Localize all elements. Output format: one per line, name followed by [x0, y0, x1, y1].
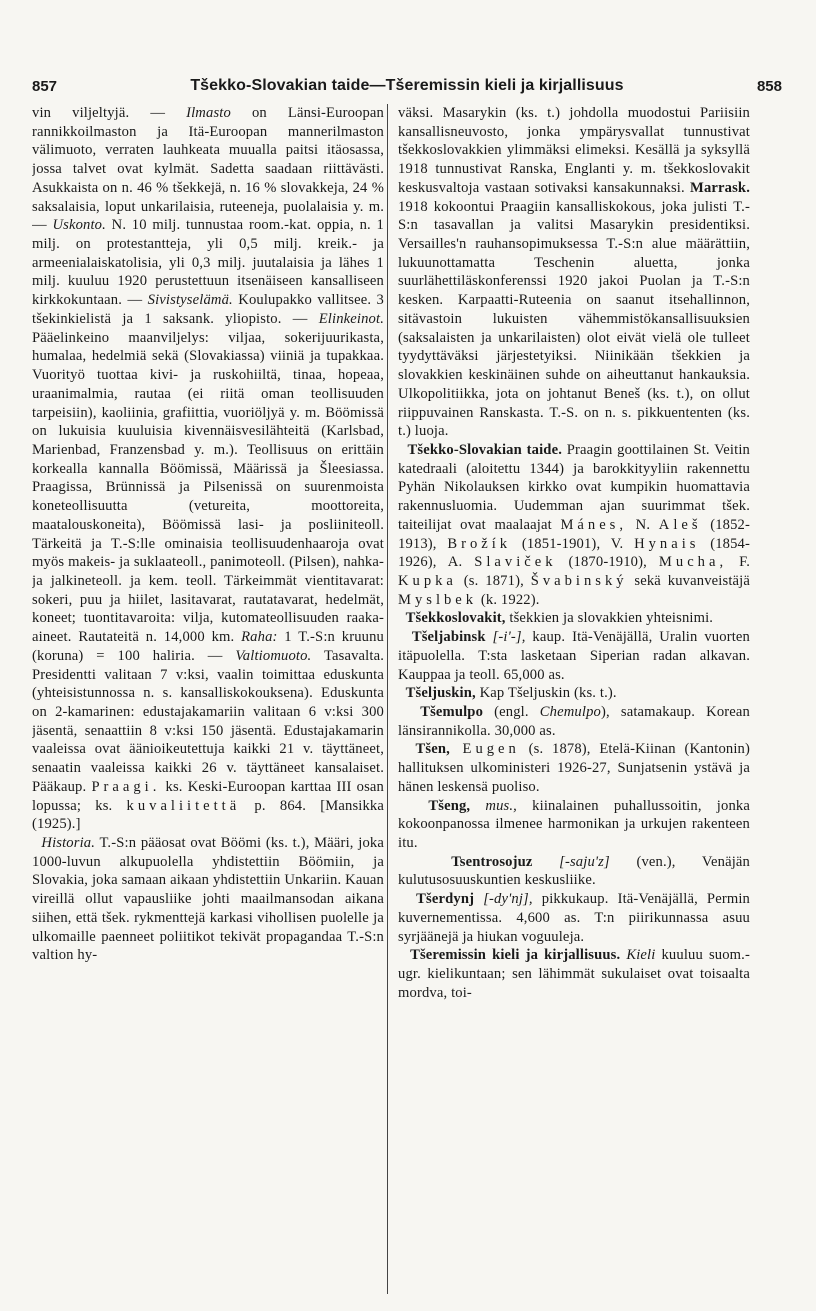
entry-tseremissin-kieli: [398, 946, 750, 1002]
running-header: [32, 74, 782, 98]
pronunciation: [-i'-],: [485, 629, 526, 646]
text-run: kiinalainen puhallussoitin, jonka kokoonpanossa ilmenee harmonikan ja urkujen rakenteen itu.: [398, 797, 750, 852]
text-run: Tasavalta. Presidentti valitaan 7 v:ksi, vaalin toimittaa eduskunta (yhteisistunnossa n. s. kansalliskokouksena). Eduskunta on 2-kamarinen: edustajakamariin valitaan 6 v:ksi 300 jäsentä, senaattiin 8 v:ksi 150 jäsentä. Edustajakamarin vaaleissa ovat äänioikeutettuja kaikki 21 v. täyttäneet, senaatin vaaleissa kaikki 26 v. täyttäneet kansalaiset. Pääkaup.: [32, 647, 384, 795]
column-divider: [387, 104, 388, 1294]
entry-tsentrosojuz: [398, 853, 750, 890]
history-continuation: [398, 104, 750, 441]
text-run: (ven.), Venäjän kulutusosuuskuntien keskusliike.: [398, 853, 750, 889]
text-run: vin viljeltyjä. —: [32, 105, 187, 121]
entry-headword: Tšekkoslovakit,: [405, 610, 506, 627]
artist-name: Mánes,: [560, 516, 627, 533]
section-label-valtiomuoto: Valtiomuoto.: [235, 647, 312, 664]
artist-name: Myslbek: [398, 591, 478, 608]
text-run: 1918 kokoontui Praagiin kansalliskokous, joka julisti T.-S:n tasavallan ja valitsi Masarykin presidentiksi. Versailles'n rauhansopimuksessa T.-S:n alue määrättiin, lukuunottamatta Teschenin aluetta, jonka suurlähettiläskonferenssi 1920 jakoi Puolan ja T.-S:n kesken. Karpaatti-Ruteenia on saanut itsehallinnon, sitävastoin lukuisten vähemmistökansallisuuksien (saksalaisten ja unkarilaisten) olot eivät vielä ole tulleet tyydyttäväksi järjestetyiksi. Niinikään tšekkien ja slovakkien keskinäinen suhde on aiheuttanut hankauksia. Ulkopolitiikka, jota on johtanut Beneš (ks. t.), on ollut riippuvainen Ranskasta. T.-S. on n. s. pikkuententen (ks. t.) luoja.: [398, 198, 750, 440]
entry-headword: Tšen,: [415, 741, 450, 758]
spaced-term-praagi: Praagi.: [91, 778, 161, 795]
artist-name: Kupka: [398, 572, 457, 589]
section-label-ilmasto: Ilmasto: [186, 105, 231, 121]
entry-tseng: [398, 797, 750, 853]
text-run: Praagin goottilainen St. Veitin katedraali (aloitettu 1344) ja barokkityyliin rakennettu Pyhän Nikolauksen kirkko ovat kumpikin huomattavia rakennusluomia. Uudemman ajan suurimmat tšek. taiteilijat ovat maalaajat: [398, 441, 750, 533]
geography-paragraph: [32, 104, 384, 834]
entry-tsekkoslovakit: [398, 609, 750, 628]
artist-name: Brožík: [447, 535, 512, 552]
text-run: pikkukaup. Itä-Venäjällä, Permin kuvernementissa. 4,600 as. T:n piirikunnassa asuu syrjäänejä ja hiukan voguuleja.: [398, 891, 750, 945]
text-run: Pääelinkeino maanviljelys: viljaa, sokerijuurikasta, humalaa, hedelmiä sekä (Slovakiassa) viiniä ja tupakkaa. Vuorityö tuottaa kivi- ja ruskohiiltä, tinaa, hopeaa, uraanimalmia, rautaa (ei riitä oman teollisuuden tarpeisiin), kaoliinia, grafiittia, vuoriöljyä y. m. Böömissä on lukuisia kuuluisia kivennäisvesilähteitä (Karlsbad, Marienbad, Franzensbad y. m.). Teollisuus on erittäin korkealla kannalla Böömissä, Määrissä ja Šleesiassa. Praagissa, Brünnissä ja Pilsenissä on suurenmoista koneteollisuutta (vetureita, moottoreita, maatalouskoneita), Böömissä lasi- ja posliiniteoll. Tärkeitä ja T.-S:lle ominaisia teollisuudenhaaroja ovat myös makeis- ja suklaateoll., panimoteoll. (Pilsen), nahka- ja jalkineteoll. ja kem. teoll. Tärkeimmät vientitavarat: sokeri, puu ja hiilet, lasitavarat, rautatavarat, hedelmät, koneet; tuontitavaroita: vilja, kutomateollisuuden raaka-aineet. Rautateitä n. 14,000 km.: [32, 329, 384, 646]
entry-headword: Tšemulpo: [420, 704, 484, 720]
text-run: (1851-1901), V.: [511, 535, 635, 552]
bold-term-marrask: Marrask.: [690, 179, 750, 196]
italic-term: Chemulpo: [539, 704, 601, 720]
right-column: [398, 104, 750, 1294]
text-run: on Länsi-Euroopan rannikkoilmaston ja Itä-Euroopan mannerilmaston välimuoto, verraten lauhkeata muualla paitsi itäosassa, jossa talvet ovat kylmät. Sadetta saadaan riittävästi. Asukkaista on n. 46 % tšekkejä, n. 16 % slovakkeja, 24 % saksalaisia, loput unkarilaisia, ruteeneja, puolalaisia y. m. —: [32, 105, 384, 234]
text-run: Kap Tšeljuskin (ks. t.).: [475, 685, 617, 702]
section-label-sivistys: Sivistyselämä.: [147, 292, 233, 309]
section-label-uskonto: Uskonto.: [52, 217, 106, 234]
text-run: (1854-1926), A.: [398, 535, 750, 571]
artist-name: Švabinský: [530, 572, 628, 589]
text-run: N. 10 milj. tunnustaa room.-kat. oppia, n. 1 milj. on protestantteja, yli 0,5 milj. kreik.- ja armeenialaiskatolisia, yli 0,3 milj. juutalaisia ja lähes 1 milj. kuuluu 1920 perustettuun itsenäiseen kansalliseen kirkkokuntaan. —: [32, 217, 384, 309]
text-run: kuuluu suom.-ugr. kielikuntaan; sen lähimmät sukulaiset ovat toisaalta mordva, toi-: [398, 947, 750, 1001]
entry-tserdynj: [398, 890, 750, 946]
text-run: tšekkien ja slovakkien yhteisnimi.: [505, 610, 714, 627]
text-run: väksi. Masarykin (ks. t.) johdolla muodostui Pariisiin kansallisneuvosto, jonka ympärysvallat tunnustivat tšekkoslovakkien ylimmäksi elimeksi. Kesällä ja syksyllä 1918 tunnustivat Ranska, Englanti y. m. tšekkoslovakit keskusvaltoja vastaan sotivaksi kansakunnaksi.: [398, 105, 750, 196]
section-label-historia: Historia.: [41, 835, 96, 852]
history-paragraph: [32, 834, 384, 965]
text-run: ), satamakaup. Korean länsirannikolla. 30,000 as.: [398, 704, 750, 739]
entry-tsekko-slovakian-taide: [398, 441, 750, 609]
text-run: (k. 1922).: [477, 591, 540, 608]
text-run: (s. 1878), Etelä-Kiinan (Kantonin) hallituksen ulkoministeri 1926-27, Sunjatsenin ystävä ja hänen leskensä puoliso.: [398, 741, 750, 795]
italic-term: mus.,: [470, 797, 517, 814]
text-run: F.: [727, 554, 750, 571]
text-run: 1 T.-S:n kruunu (koruna) = 100 haliria. —: [32, 629, 384, 664]
text-run: (s. 1871),: [456, 572, 531, 589]
artist-name: Slaviček: [474, 554, 557, 571]
artist-name: Mucha,: [658, 554, 728, 571]
entry-tseljuskin: [398, 684, 750, 703]
text-run: (1852-1913),: [398, 516, 750, 552]
text-run: sekä kuvanveistäjä: [627, 572, 750, 589]
entry-tsemulpo: [398, 703, 750, 740]
pronunciation: [-dy'nj],: [474, 891, 533, 908]
entry-tsen: [398, 740, 750, 796]
artist-name: Hynais: [634, 535, 700, 552]
entry-headword: Tšeljabinsk: [411, 629, 486, 646]
entry-headword: Tšeremissin kieli ja kirjallisuus.: [410, 947, 621, 964]
entry-headword: Tsentrosojuz: [451, 853, 533, 870]
text-run: ks. Keski-Euroopan karttaa III osan lopussa; ks.: [32, 778, 384, 814]
artist-name: Aleš: [658, 516, 702, 533]
pronunciation: [-saju'z]: [532, 853, 610, 870]
entry-headword: Tšeljuskin,: [405, 685, 476, 702]
text-run: p. 864. [Mansikka (1925).]: [32, 797, 384, 833]
entry-headword: Tšekko-Slovakian taide.: [407, 441, 562, 458]
italic-term: Kieli: [620, 947, 656, 964]
section-label-raha: Raha:: [241, 629, 278, 646]
section-label-elinkeinot: Elinkeinot.: [318, 310, 384, 327]
page-number-left: 857: [32, 77, 58, 95]
person-name: Eugen: [449, 741, 520, 758]
page-number-right: 858: [756, 77, 782, 95]
text-run: N.: [627, 516, 659, 533]
text-run: kaup. Itä-Venäjällä, Uralin vuorten itäpuolella. T:sta lasketaan Siperian radan alkavan. Kauppaa ja teoll. 65,000 as.: [398, 629, 750, 683]
text-run: Koulupakko vallitsee. 3 tšekinkielistä ja 1 saksank. yliopisto. —: [32, 292, 384, 327]
spaced-term-kuvaliitetta: kuvaliitettä: [126, 797, 241, 814]
text-run: (engl.: [483, 704, 540, 720]
left-column: [32, 104, 384, 1294]
text-run: (1870-1910),: [556, 554, 659, 571]
entry-headword: Tšerdynj: [416, 891, 475, 908]
two-column-body: [32, 104, 782, 1294]
text-run: T.-S:n pääosat ovat Böömi (ks. t.), Määri, joka 1000-luvun alkupuolella yhdistettiin Böömiin, ja Slovakia, joka samaan aikaan yhdistettiin Unkariin. Kauan vireillä ollut vapausliike johti maailmansodan aikana siihen, että tšek. rykmenttejä karkasi vihollisen puolelle ja ulkomaille paenneet poliitikot tekivät propagandaa T.-S:n valtion hy-: [32, 835, 384, 964]
entry-headword: Tšeng,: [428, 797, 471, 814]
entry-tseljabinsk: [398, 628, 750, 684]
running-title: Tšekko-Slovakian taide—Tšeremissin kieli ja kirjallisuus: [190, 77, 624, 94]
